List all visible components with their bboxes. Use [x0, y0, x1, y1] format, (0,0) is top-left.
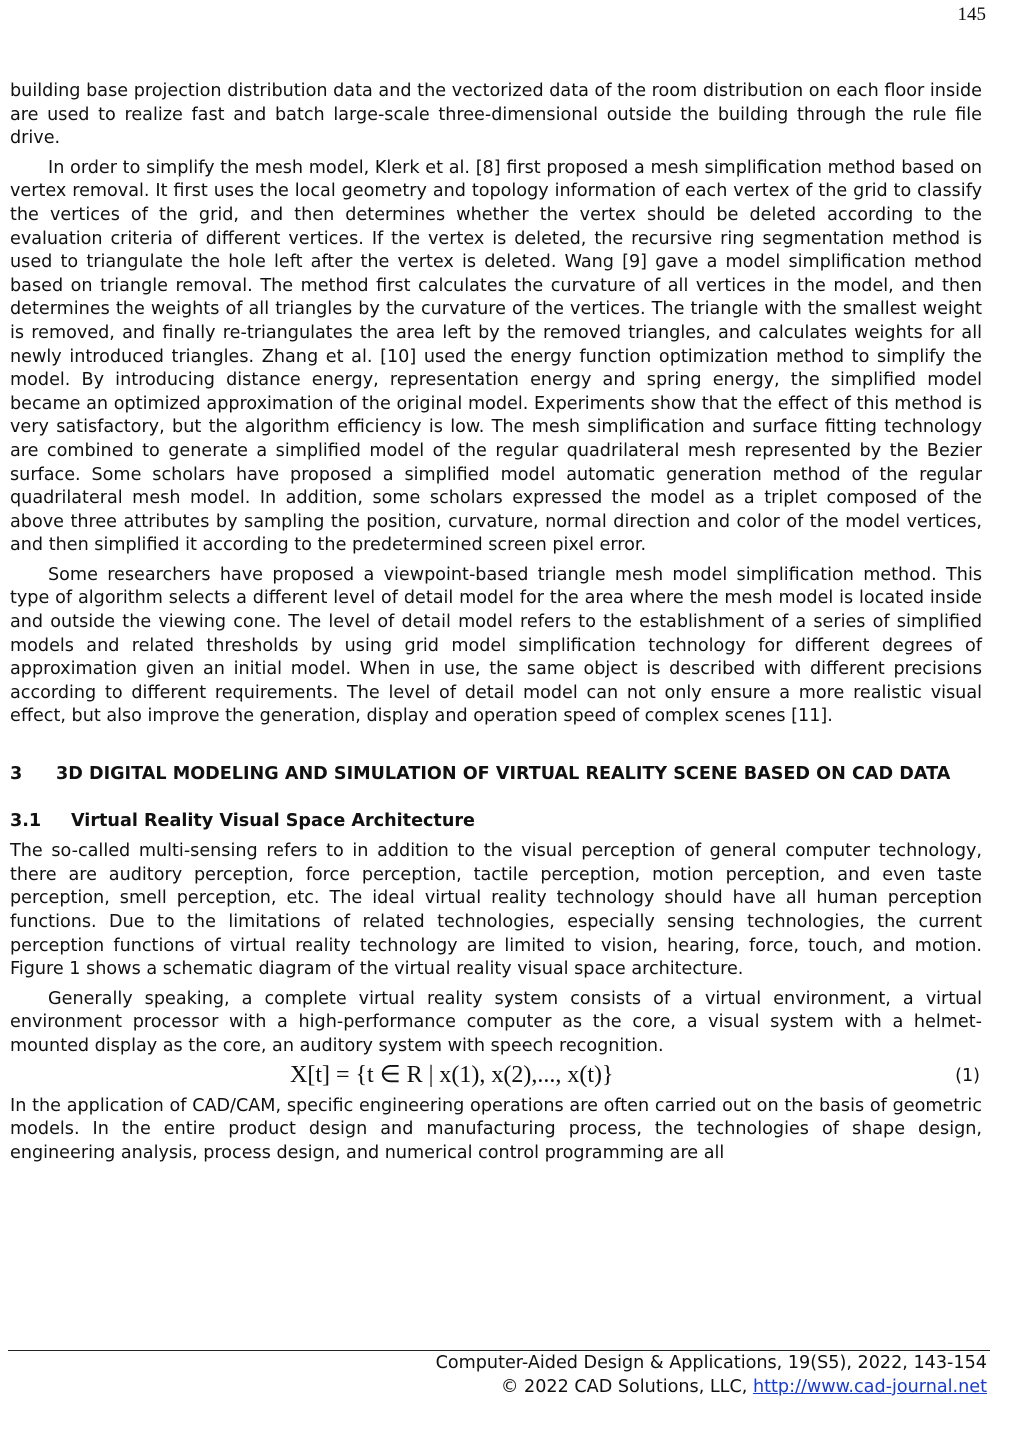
footer-divider: [8, 1350, 990, 1351]
section-title: 3D DIGITAL MODELING AND SIMULATION OF VIRTUAL REALITY SCENE BASED ON CAD DATA: [56, 764, 951, 785]
paragraph: Some researchers have proposed a viewpoint-based triangle mesh model simplification method. This type of algorithm selects a different level of detail model for the area where the mesh model is located inside and outside the viewing cone. The level of detail model refers to the establishment of a series of simplified models and related thresholds by using grid model simplification technology for different degrees of approximation given an initial model. When in use, the same object is described with different precisions according to different requirements. The level of detail model can not only ensure a more realistic visual effect, but also improve the generation, display and operation speed of complex scenes [11].: [10, 564, 982, 727]
section-number: 3: [10, 764, 23, 785]
equation: X[t] = {t ∈ R | x(1), x(2),..., x(t)}: [290, 1061, 614, 1088]
journal-citation: Computer-Aided Design & Applications, 19(S5), 2022, 143-154: [435, 1353, 987, 1373]
paragraph: The so-called multi-sensing refers to in addition to the visual perception of general computer technology, there are auditory perception, force perception, tactile perception, motion perception, and even taste perception, smell perception, etc. The ideal virtual reality technology should have all human perception functions. Due to the limitations of related technologies, especially sensing technologies, the current perception functions of virtual reality technology are limited to vision, hearing, force, touch, and motion. Figure 1 shows a schematic diagram of the virtual reality visual space architecture.: [10, 841, 982, 980]
page-number: 145: [957, 4, 986, 25]
page-body: [10, 80, 982, 1165]
section-heading: [10, 763, 982, 787]
paragraph: building base projection distribution data and the vectorized data of the room distribution on each floor inside are used to realize fast and batch large-scale three-dimensional outside the building through the rule file drive.: [10, 81, 982, 149]
paragraph: In order to simplify the mesh model, Klerk et al. [8] first proposed a mesh simplification method based on vertex removal. It first uses the local geometry and topology information of each vertex of the grid to classify the vertices of the grid, and then determines whether the vertex should be deleted according to the evaluation criteria of different vertices. If the vertex is deleted, the recursive ring segmentation method is used to triangulate the hole left after the vertex is deleted. Wang [9] gave a model simplification method based on triangle removal. The method first calculates the curvature of all vertices in the model, and then determines the weights of all triangles by the curvature of the vertices. The triangle with the smallest weight is removed, and finally re-triangulates the area left by the removed triangles, and calculates weights for all newly introduced triangles. Zhang et al. [10] used the energy function optimization method to simplify the model. By introducing distance energy, representation energy and spring energy, the simplified model became an optimized approximation of the original model. Experiments show that the effect of this method is very satisfactory, but the algorithm efficiency is low. The mesh simplification and surface fitting technology are combined to generate a simplified model of the regular quadrilateral mesh represented by the Bezier surface. Some scholars have proposed a simplified model automatic generation method of the regular quadrilateral mesh model. In addition, some scholars expressed the model as a triplet composed of the above three attributes by sampling the position, curvature, normal direction and color of the model vertices, and then simplified it according to the predetermined screen pixel error.: [10, 157, 982, 556]
subsection-heading: [10, 810, 982, 834]
paragraph: Generally speaking, a complete virtual reality system consists of a virtual environment, a virtual environment processor with a high-performance computer as the core, a visual system with a helmet-mounted display as the core, an auditory system with speech recognition.: [10, 988, 982, 1056]
subsection-number: 3.1: [10, 810, 42, 831]
subsection-title: Virtual Reality Visual Space Architecture: [71, 810, 475, 831]
page-footer: [436, 1352, 987, 1399]
equation-number: (1): [955, 1065, 980, 1086]
copyright-text: © 2022 CAD Solutions, LLC,: [500, 1376, 748, 1397]
copyright-line: [436, 1376, 987, 1400]
paragraph: In the application of CAD/CAM, specific engineering operations are often carried out on the basis of geometric models. In the entire product design and manufacturing process, the technologies of shape design, engineering analysis, process design, and numerical control programming are all: [10, 1095, 982, 1163]
journal-link[interactable]: http://www.cad-journal.net: [752, 1376, 987, 1397]
equation-row: [10, 1059, 982, 1095]
